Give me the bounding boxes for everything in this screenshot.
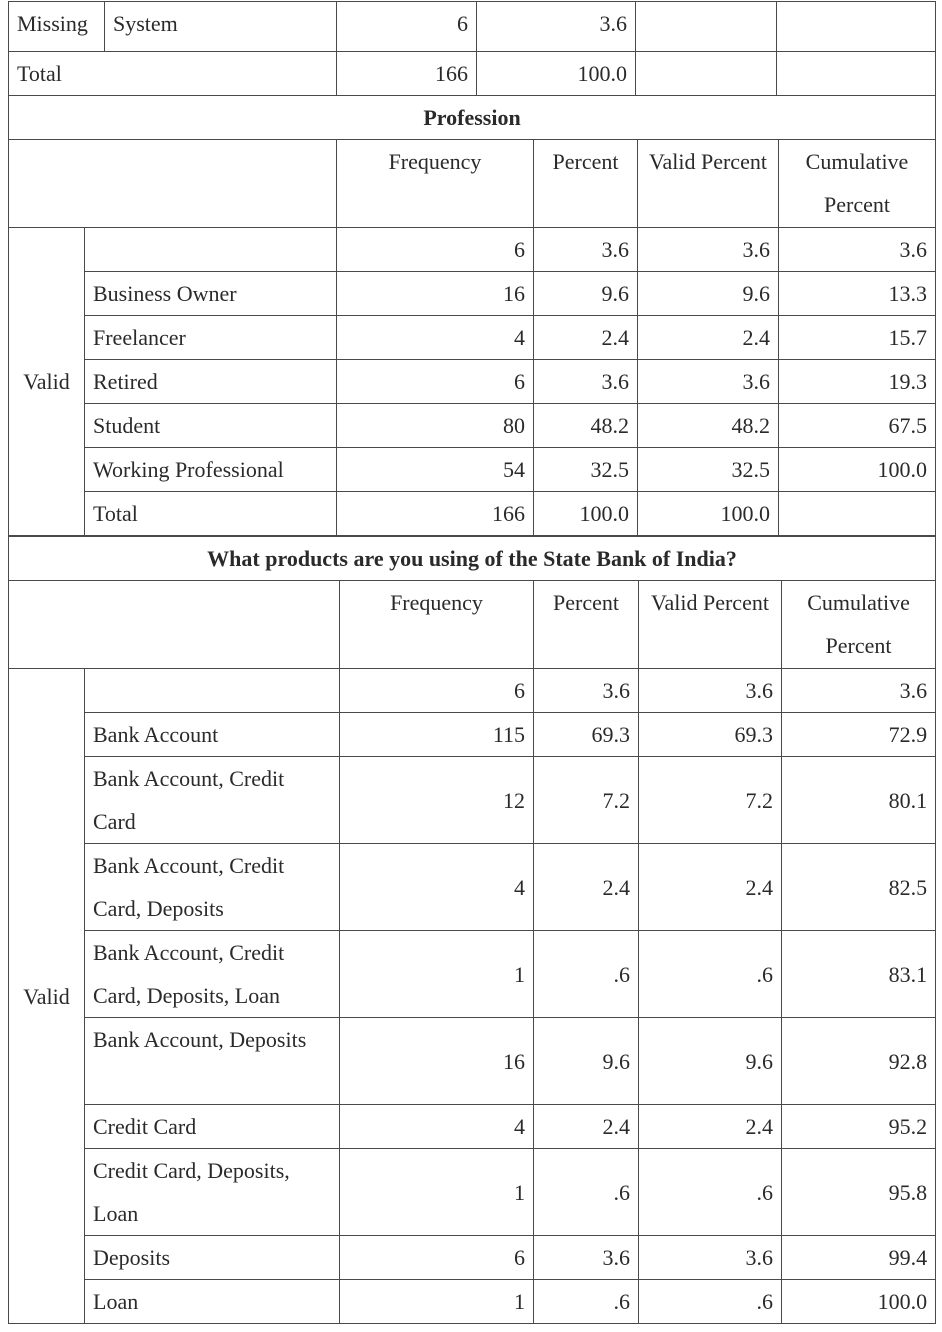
table-row: Credit Card 4 2.4 2.4 95.2 xyxy=(9,1105,936,1149)
header-frequency: Frequency xyxy=(340,581,534,669)
missing-sub-label: System xyxy=(105,2,337,52)
table-row: Business Owner 16 9.6 9.6 13.3 xyxy=(9,272,936,316)
missing-frequency: 6 xyxy=(337,2,477,52)
products-table xyxy=(8,536,936,1324)
header-percent: Percent xyxy=(534,140,638,228)
fragment-total-row xyxy=(9,52,936,96)
missing-row xyxy=(9,2,936,52)
table-row: Bank Account, Credit Card 12 7.2 7.2 80.1 xyxy=(9,757,936,844)
header-valid-percent: Valid Percent xyxy=(639,581,782,669)
header-cumulative-percent: Cumulative Percent xyxy=(779,140,936,228)
fragment-total-percent: 100.0 xyxy=(477,52,636,96)
table-row: Student 80 48.2 48.2 67.5 xyxy=(9,404,936,448)
fragment-total-label: Total xyxy=(9,52,337,96)
previous-table-fragment xyxy=(8,1,936,96)
header-percent: Percent xyxy=(534,581,639,669)
table-row: Total 166 100.0 100.0 xyxy=(9,492,936,536)
table-row: Bank Account 115 69.3 69.3 72.9 xyxy=(9,713,936,757)
table-row: Bank Account, Deposits 16 9.6 9.6 92.8 xyxy=(9,1018,936,1105)
table-row: Credit Card, Deposits, Loan 1 .6 .6 95.8 xyxy=(9,1149,936,1236)
table-row: Loan 1 .6 .6 100.0 xyxy=(9,1280,936,1324)
profession-group-label: Valid xyxy=(9,228,85,536)
header-valid-percent: Valid Percent xyxy=(638,140,779,228)
table-row: Deposits 6 3.6 3.6 99.4 xyxy=(9,1236,936,1280)
products-title: What products are you using of the State Bank of India? xyxy=(9,537,936,581)
header-cumulative-percent: Cumulative Percent xyxy=(782,581,936,669)
profession-table xyxy=(8,95,936,536)
products-group-label: Valid xyxy=(9,669,85,1324)
table-row: Retired 6 3.6 3.6 19.3 xyxy=(9,360,936,404)
missing-label: Missing xyxy=(9,2,105,52)
fragment-total-frequency: 166 xyxy=(337,52,477,96)
table-row: Bank Account, Credit Card, Deposits, Loan 1 .6 .6 83.1 xyxy=(9,931,936,1018)
products-header-row xyxy=(9,581,936,669)
table-row: Freelancer 4 2.4 2.4 15.7 xyxy=(9,316,936,360)
table-row: Bank Account, Credit Card, Deposits 4 2.4 2.4 82.5 xyxy=(9,844,936,931)
table-row: Working Professional 54 32.5 32.5 100.0 xyxy=(9,448,936,492)
table-row: Valid 6 3.6 3.6 3.6 xyxy=(9,228,936,272)
profession-header-row xyxy=(9,140,936,228)
profession-title: Profession xyxy=(9,96,936,140)
missing-percent: 3.6 xyxy=(477,2,636,52)
header-frequency: Frequency xyxy=(337,140,534,228)
table-row: Valid 6 3.6 3.6 3.6 xyxy=(9,669,936,713)
